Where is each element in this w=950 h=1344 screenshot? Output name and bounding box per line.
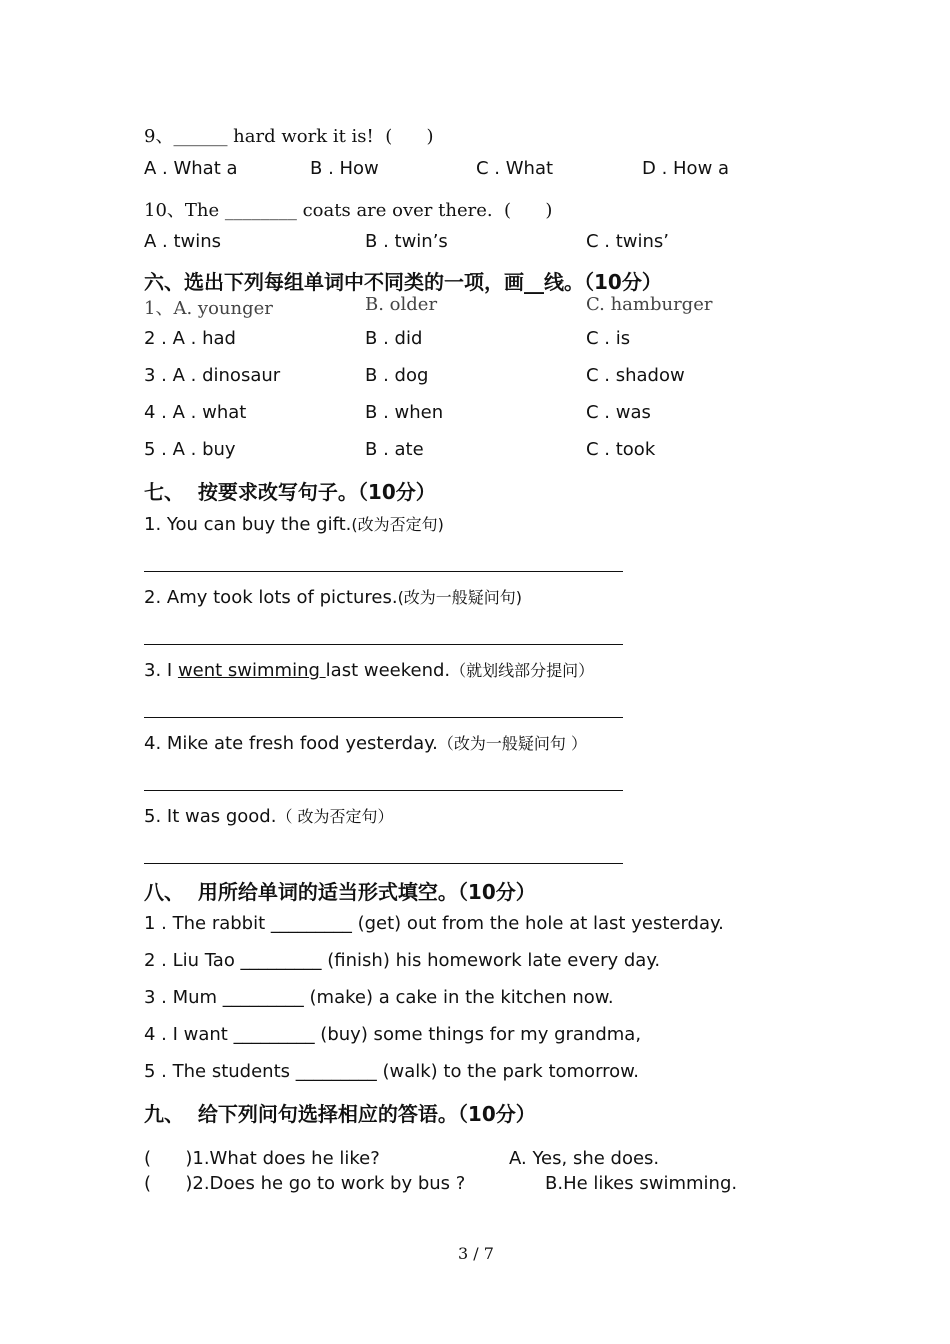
s6-row4-b: B . when (365, 402, 444, 423)
s9-answer-b: B.He likes swimming. (545, 1173, 738, 1194)
s6-row3-b: B . dog (365, 365, 429, 386)
s7-item-3 (144, 658, 594, 681)
q10-option-b: B . twin’s (365, 231, 448, 252)
s8-item-4: 4 . I want _________ (buy) some things for my grandma, (144, 1024, 642, 1045)
s8-item-1: 1 . The rabbit _________ (get) out from the hole at last yesterday. (144, 913, 724, 934)
section-8-title: 八、 用所给单词的适当形式填空。（10分） (144, 880, 536, 904)
s6-row1-c: C. hamburger (586, 294, 713, 315)
answer-line-1[interactable] (144, 571, 623, 572)
answer-line-3[interactable] (144, 717, 623, 718)
s6-row2-a: 2 . A . had (144, 328, 236, 349)
s7-item-3-pre: 3. I (144, 660, 178, 681)
s7-item-5 (144, 804, 394, 827)
answer-line-4[interactable] (144, 790, 623, 791)
s7-item-2-note: (改为一般疑问句) (397, 588, 523, 607)
s6-row5-a: 5 . A . buy (144, 439, 236, 460)
s7-item-3-note: （就划线部分提问） (450, 661, 595, 680)
s6-row4-c: C . was (586, 402, 651, 423)
q10-option-a: A . twins (144, 231, 222, 252)
q9-option-c: C . What (476, 158, 554, 179)
answer-line-5[interactable] (144, 863, 623, 864)
s7-item-4 (144, 731, 587, 754)
section-6-title: 六、选出下列每组单词中不同类的一项，画__线。（10分） (144, 270, 662, 294)
q10-option-c: C . twins’ (586, 231, 670, 252)
q9-stem: 9、______ hard work it is! ( ) (144, 126, 434, 147)
s8-item-2: 2 . Liu Tao _________ (finish) his homework late every day. (144, 950, 661, 971)
s6-row3-c: C . shadow (586, 365, 685, 386)
s6-row1-b: B. older (365, 294, 438, 315)
s7-item-5-note: （ 改为否定句） (276, 807, 394, 826)
s6-row4-a: 4 . A . what (144, 402, 247, 423)
s6-row2-c: C . is (586, 328, 631, 349)
q9-option-d: D . How a (642, 158, 730, 179)
s9-question-2: ( )2.Does he go to work by bus ? (144, 1173, 466, 1194)
q9-option-b: B . How (310, 158, 379, 179)
s8-item-3: 3 . Mum _________ (make) a cake in the kitchen now. (144, 987, 614, 1008)
s6-row1-a: 1、A. younger (144, 298, 273, 319)
s6-row3-a: 3 . A . dinosaur (144, 365, 281, 386)
s7-item-4-note: （改为一般疑问句 ） (437, 734, 587, 753)
s7-item-3-post: last weekend. (325, 660, 451, 681)
q10-stem: 10、The ________ coats are over there. ( ) (144, 200, 553, 221)
s7-item-1 (144, 512, 444, 535)
s7-item-2 (144, 585, 522, 608)
section-7-title: 七、 按要求改写句子。（10分） (144, 480, 436, 504)
s8-item-5: 5 . The students _________ (walk) to the park tomorrow. (144, 1061, 639, 1082)
s7-item-1-text: 1. You can buy the gift. (144, 514, 352, 535)
s6-row5-b: B . ate (365, 439, 424, 460)
s9-question-1: ( )1.What does he like? (144, 1148, 380, 1169)
page-number: 3 / 7 (458, 1244, 494, 1263)
answer-line-2[interactable] (144, 644, 623, 645)
s6-row5-c: C . took (586, 439, 656, 460)
s7-item-4-text: 4. Mike ate fresh food yesterday. (144, 733, 438, 754)
s7-item-5-text: 5. It was good. (144, 806, 277, 827)
s7-item-3-underlined: went swimming (177, 660, 326, 681)
s7-item-1-note: (改为否定句) (351, 515, 444, 534)
q9-option-a: A . What a (144, 158, 238, 179)
section-9-title: 九、 给下列问句选择相应的答语。（10分） (144, 1102, 536, 1126)
s7-item-2-text: 2. Amy took lots of pictures. (144, 587, 398, 608)
s9-answer-a: A. Yes, she does. (509, 1148, 660, 1169)
s6-row2-b: B . did (365, 328, 423, 349)
